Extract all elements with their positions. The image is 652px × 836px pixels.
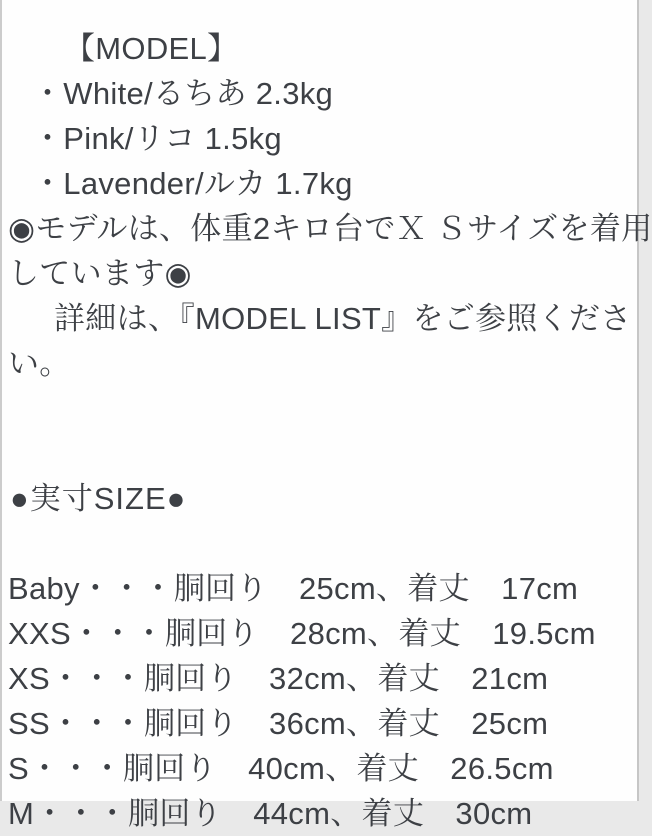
model-note-line-2: しています◉ xyxy=(8,256,192,291)
size-row-xxs: XXS・・・胴回り 28cm、着丈 19.5cm xyxy=(8,616,596,651)
model-item-lavender: ・Lavender/ルカ 1.7kg xyxy=(32,166,353,201)
model-list-reference-line-2: い。 xyxy=(8,346,71,381)
size-row-xs: XS・・・胴回り 32cm、着丈 21cm xyxy=(8,661,549,696)
size-row-ss: SS・・・胴回り 36cm、着丈 25cm xyxy=(8,706,549,741)
size-section-heading: ●実寸SIZE● xyxy=(10,481,187,516)
blank-line xyxy=(2,431,637,476)
model-heading: 【MODEL】 xyxy=(64,31,239,66)
size-row-s: S・・・胴回り 40cm、着丈 26.5cm xyxy=(8,751,554,786)
blank-line xyxy=(2,521,637,566)
size-row-baby: Baby・・・胴回り 25cm、着丈 17cm xyxy=(8,571,579,606)
model-item-pink: ・Pink/リコ 1.5kg xyxy=(32,121,282,156)
blank-line xyxy=(2,386,637,431)
model-note-line-1: ◉モデルは、体重2キロ台でＸ Ｓサイズを着用 xyxy=(8,211,652,246)
model-list-reference-line-1: 詳細は、『MODEL LIST』をご参照くださ xyxy=(54,301,632,336)
size-row-m-partial: M・・・胴回り 44cm、着丈 30cm xyxy=(8,796,533,831)
model-item-white: ・White/るちあ 2.3kg xyxy=(32,76,334,111)
